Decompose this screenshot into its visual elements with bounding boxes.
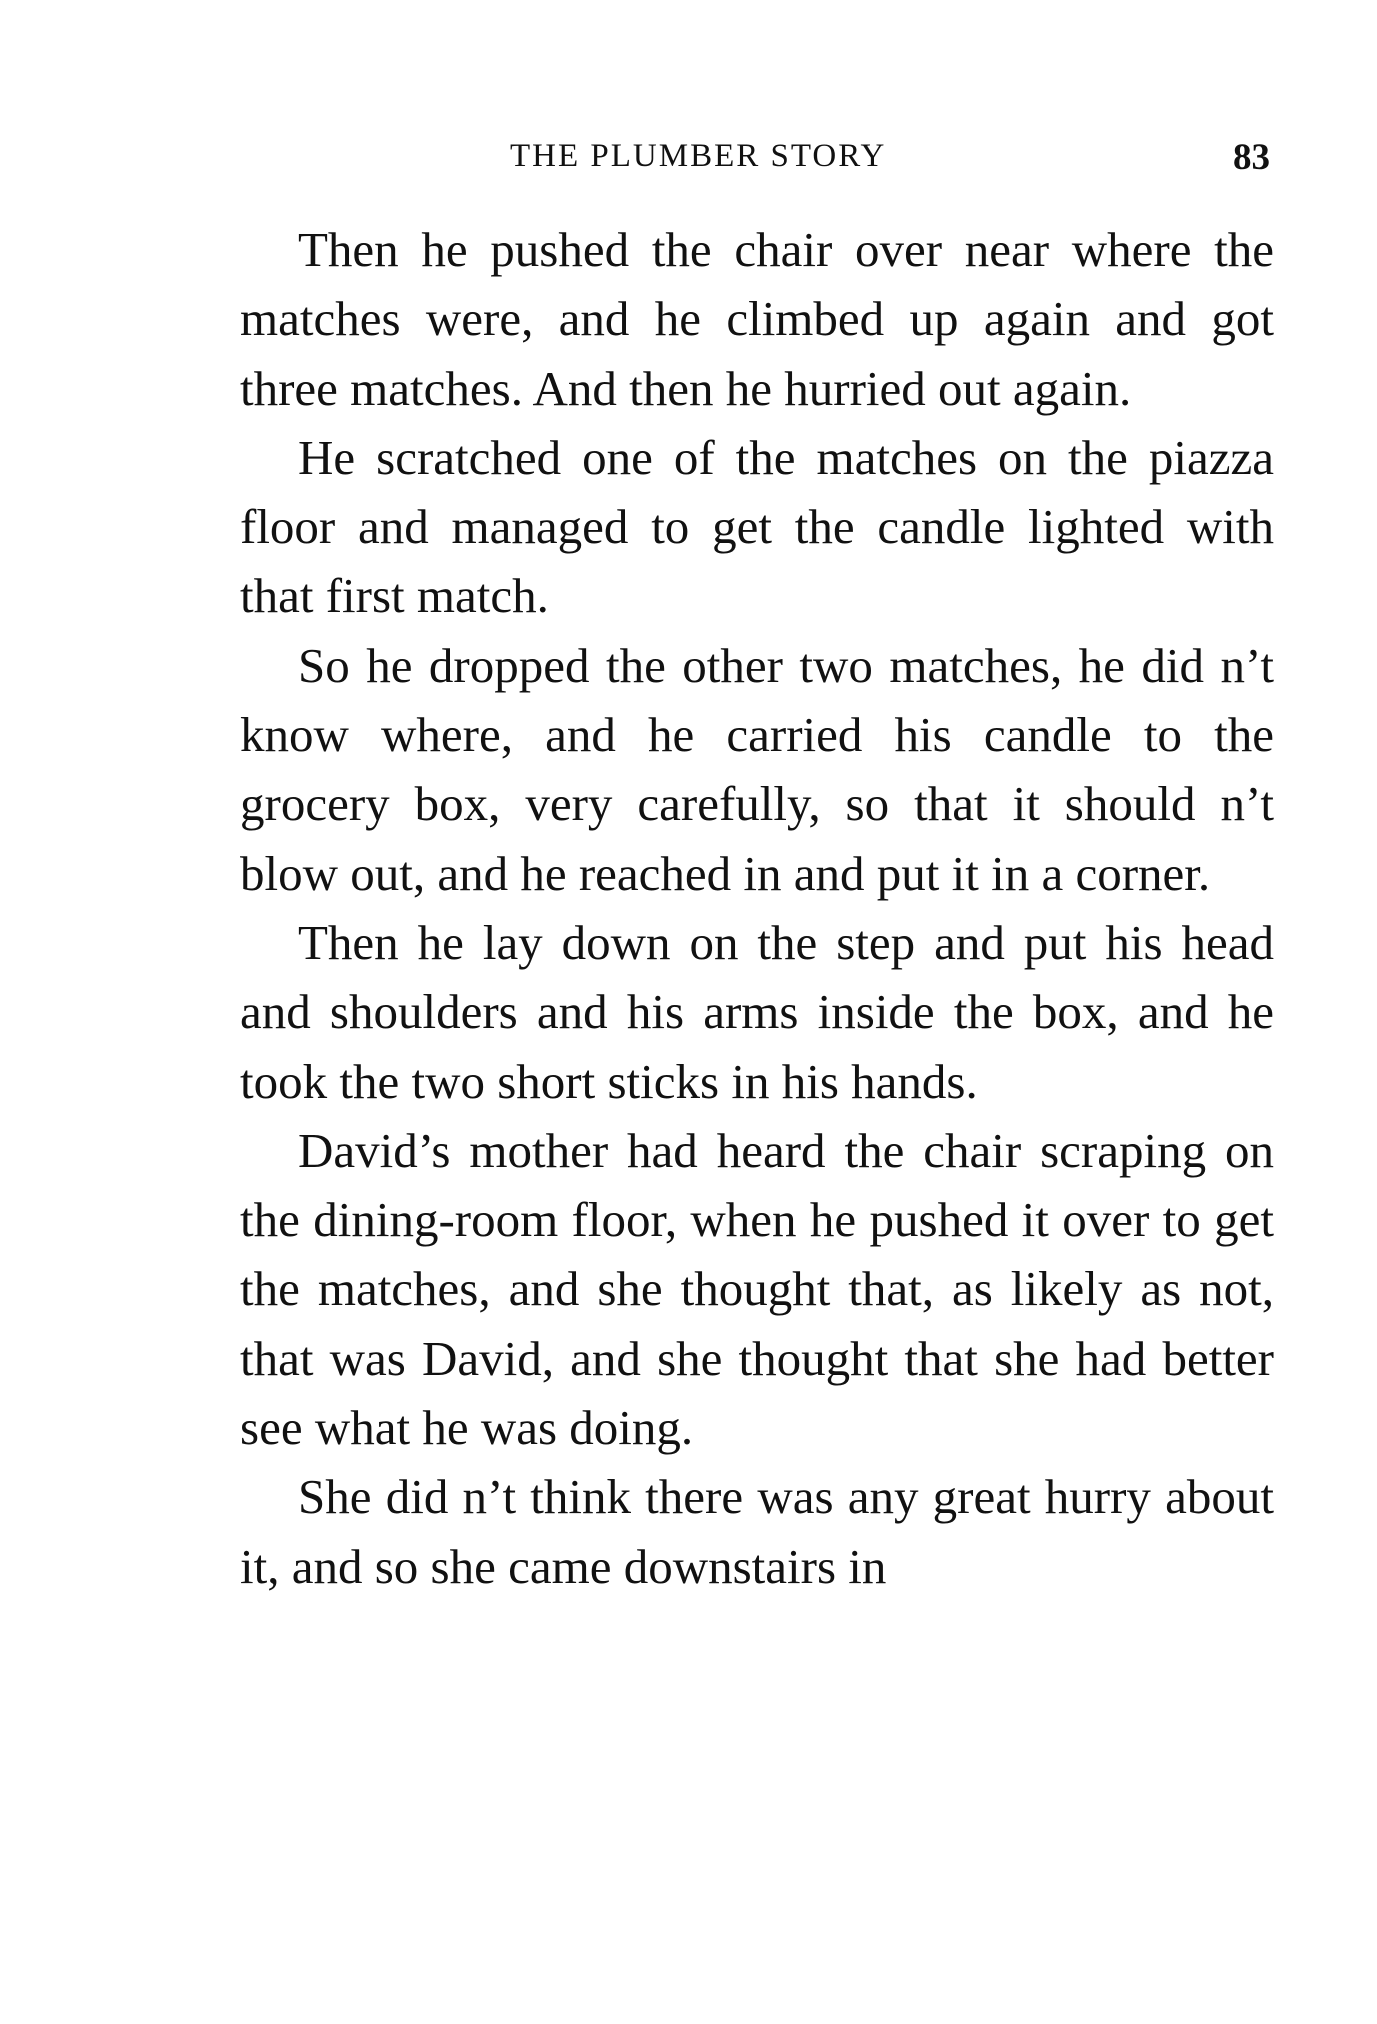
body-text	[240, 215, 1274, 1601]
running-title: THE PLUMBER STORY	[510, 138, 887, 174]
running-head	[240, 138, 1270, 190]
paragraph: So he dropped the other two matches, he did n’t know where, and he carried his candle to the grocery box, very carefully, so that it should n’t blow out, and he reached in and put it in a corner.	[240, 637, 1274, 901]
paragraph: She did n’t think there was any great hurry about it, and so she came downstairs in	[240, 1469, 1274, 1594]
paragraph: He scratched one of the matches on the piazza floor and managed to get the candle lighted with that first match.	[240, 429, 1274, 624]
page-number: 83	[1233, 137, 1270, 178]
paragraph: David’s mother had heard the chair scraping on the dining-room floor, when he pushed it over to get the matches, and she thought that, as likely as not, that was David, and she thought that she had better see what he was doing.	[240, 1122, 1274, 1456]
paragraph: Then he pushed the chair over near where the matches were, and he climbed up again and got three matches. And then he hurried out again.	[240, 222, 1274, 416]
paragraph: Then he lay down on the step and put his head and shoulders and his arms inside the box, and he took the two short sticks in his hands.	[240, 914, 1274, 1109]
